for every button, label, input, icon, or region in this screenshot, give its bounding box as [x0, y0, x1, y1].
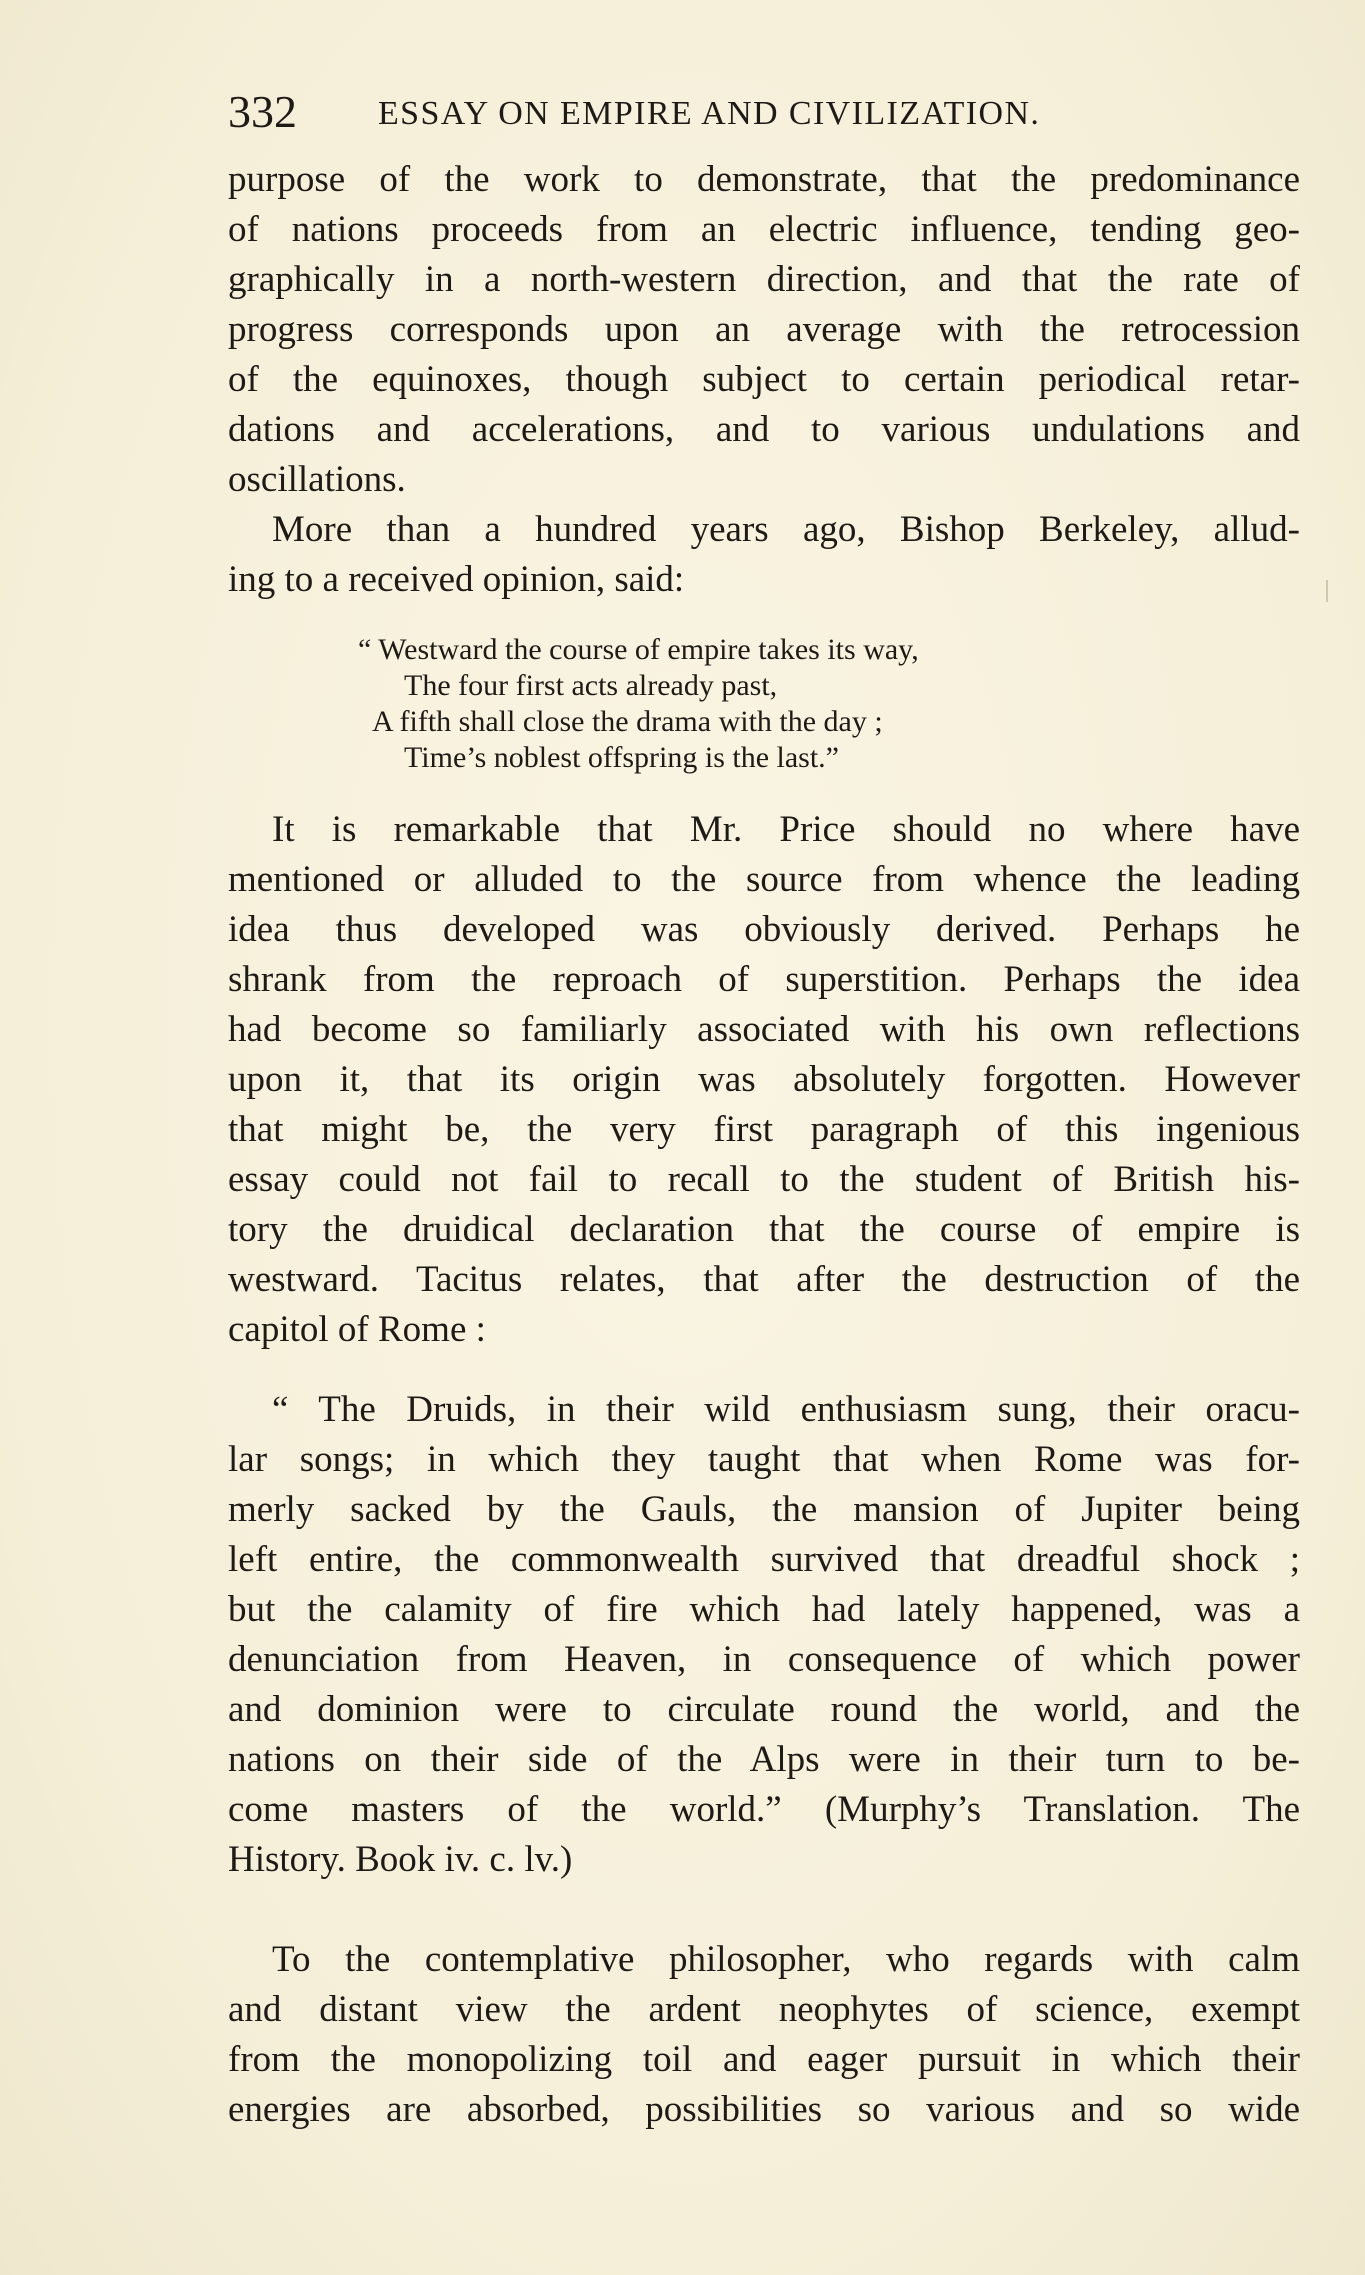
text-line: tory the druidical declaration that the course of empire is — [228, 1209, 1300, 1250]
text-line: It is remarkable that Mr. Price should no where have — [272, 809, 1300, 850]
text-line: More than a hundred years ago, Bishop Berkeley, allud- — [272, 509, 1300, 550]
text-line: “ The Druids, in their wild enthusiasm sung, their oracu- — [272, 1389, 1300, 1430]
text-line: but the calamity of fire which had lately happened, was a — [228, 1589, 1300, 1630]
text-line: To the contemplative philosopher, who regards with calm — [272, 1939, 1300, 1980]
text-line: shrank from the reproach of superstition. Perhaps the idea — [228, 959, 1300, 1000]
text-line: idea thus developed was obviously derived. Perhaps he — [228, 909, 1300, 950]
margin-mark — [1326, 580, 1328, 602]
text-line: History. Book iv. c. lv.) — [228, 1839, 573, 1880]
text-line: merly sacked by the Gauls, the mansion of Jupiter being — [228, 1489, 1300, 1530]
verse-line: Time’s noblest offspring is the last.” — [404, 741, 839, 774]
text-line: oscillations. — [228, 459, 406, 500]
text-line: left entire, the commonwealth survived that dreadful shock ; — [228, 1539, 1300, 1580]
text-line: of nations proceeds from an electric influence, tending geo- — [228, 209, 1300, 250]
text-line: dations and accelerations, and to various undulations and — [228, 409, 1300, 450]
page-number: 332 — [228, 86, 297, 137]
text-line: that might be, the very first paragraph of this ingenious — [228, 1109, 1300, 1150]
text-line: ing to a received opinion, said: — [228, 559, 685, 600]
text-line: westward. Tacitus relates, that after the destruction of the — [228, 1259, 1300, 1300]
text-line: upon it, that its origin was absolutely forgotten. However — [228, 1059, 1300, 1100]
verse-line: The four first acts already past, — [404, 669, 778, 702]
text-line: energies are absorbed, possibilities so various and so wide — [228, 2089, 1300, 2130]
text-line: and dominion were to circulate round the world, and the — [228, 1689, 1300, 1730]
text-line: and distant view the ardent neophytes of science, exempt — [228, 1989, 1300, 2030]
text-line: had become so familiarly associated with his own reflections — [228, 1009, 1300, 1050]
text-line: essay could not fail to recall to the student of British his- — [228, 1159, 1300, 1200]
text-line: purpose of the work to demonstrate, that the predominance — [228, 159, 1300, 200]
verse-line: “ Westward the course of empire takes its way, — [358, 633, 919, 666]
text-line: from the monopolizing toil and eager pursuit in which their — [228, 2039, 1300, 2080]
verse-line: A fifth shall close the drama with the day ; — [372, 705, 883, 738]
text-line: progress corresponds upon an average with the retrocession — [228, 309, 1300, 350]
text-line: graphically in a north-western direction, and that the rate of — [228, 259, 1300, 300]
text-line: mentioned or alluded to the source from whence the leading — [228, 859, 1300, 900]
text-line: come masters of the world.” (Murphy’s Translation. The — [228, 1789, 1300, 1830]
text-line: lar songs; in which they taught that when Rome was for- — [228, 1439, 1300, 1480]
text-line: nations on their side of the Alps were in their turn to be- — [228, 1739, 1300, 1780]
text-line: capitol of Rome : — [228, 1309, 486, 1350]
text-line: of the equinoxes, though subject to certain periodical retar- — [228, 359, 1300, 400]
running-head: ESSAY ON EMPIRE AND CIVILIZATION. — [378, 95, 1041, 132]
page-header — [228, 82, 1178, 142]
text-line: denunciation from Heaven, in consequence of which power — [228, 1639, 1300, 1680]
